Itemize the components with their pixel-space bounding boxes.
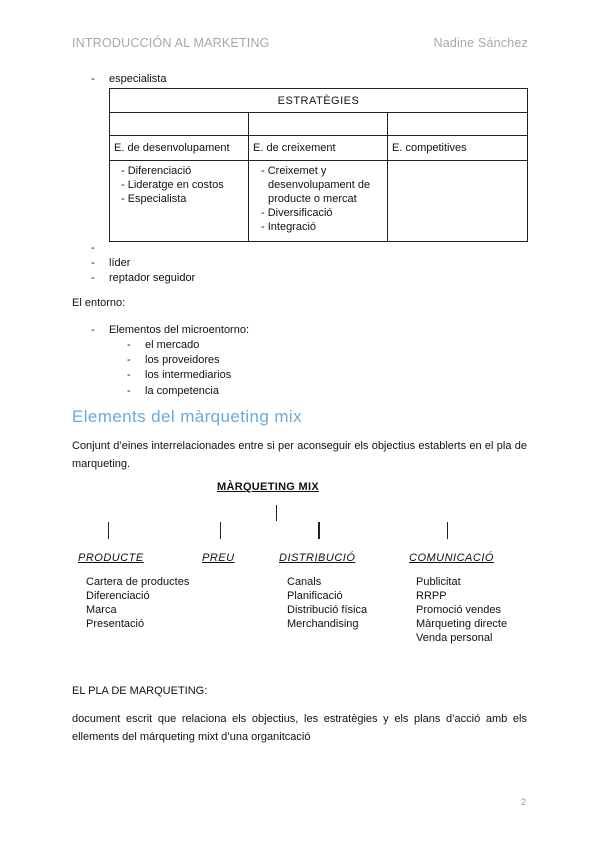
table-header-creixement: E. de creixement	[249, 136, 388, 161]
table-cell-competitives	[388, 161, 528, 242]
category-preu: PREU	[202, 552, 235, 564]
bullet-dash: -	[91, 324, 95, 336]
bullet-dash: -	[127, 339, 131, 351]
distribucio-list	[287, 575, 367, 631]
bullet-dash: -	[91, 73, 95, 85]
diagram-connector	[276, 505, 277, 521]
list-item: Presentació	[86, 618, 145, 630]
table-title: ESTRATÈGIES	[110, 89, 528, 113]
diagram-connector	[447, 522, 448, 539]
bullet-dash: -	[127, 354, 131, 366]
header-title: INTRODUCCIÓN AL MARKETING	[72, 36, 270, 50]
list-item: Merchandising	[287, 618, 359, 630]
entorno-subitem: los intermediarios	[145, 369, 232, 381]
entorno-subitem: el mercado	[145, 339, 200, 351]
list-item: Venda personal	[416, 632, 493, 644]
list-item: RRPP	[416, 590, 447, 602]
table-empty-cell	[249, 113, 388, 136]
table-cell-creixement	[249, 161, 388, 242]
list-item: Canals	[287, 576, 322, 588]
diagram-connector	[220, 522, 221, 539]
bullet-dash: -	[127, 369, 131, 381]
strategies-table	[109, 88, 528, 242]
diagram-connector	[318, 522, 320, 539]
category-comunicacio: COMUNICACIÓ	[409, 552, 494, 564]
table-cell-desenvolupament	[110, 161, 249, 242]
entorno-subitem: la competencia	[145, 385, 219, 397]
list-item: Distribució física	[287, 604, 368, 616]
diagram-connector	[108, 522, 109, 539]
entorno-subitem: los proveidores	[145, 354, 220, 366]
entorno-item: Elementos del microentorno:	[109, 324, 250, 336]
list-item-especialista: especialista	[109, 73, 167, 85]
bullet-dash: -	[91, 272, 95, 284]
section-heading: Elements del màrqueting mix	[72, 407, 303, 426]
list-item: Planificació	[287, 590, 343, 602]
list-item: Cartera de productes	[86, 576, 190, 588]
list-item: - Diversificació	[261, 207, 333, 219]
list-item: - Diferenciació	[121, 165, 192, 177]
category-distribucio: DISTRIBUCIÓ	[279, 552, 356, 564]
table-header-competitives: E. competitives	[388, 136, 528, 161]
table-empty-cell	[388, 113, 528, 136]
bullet-dash: -	[91, 242, 95, 254]
intro-paragraph: Conjunt d’eines interrelacionades entre si per aconseguir els objectius establerts en el pla de marqueting.	[72, 440, 527, 470]
entorno-label: El entorno:	[72, 297, 126, 309]
category-producte: PRODUCTE	[78, 552, 144, 564]
table-empty-cell	[110, 113, 249, 136]
list-item: Màrqueting directe	[416, 618, 508, 630]
marketing-mix-title: MÀRQUETING MIX	[217, 481, 319, 493]
bullet-dash: -	[127, 385, 131, 397]
header-author: Nadine Sánchez	[433, 36, 528, 50]
table-header-desenvolupament: E. de desenvolupament	[110, 136, 249, 161]
page-number: 2	[521, 797, 527, 807]
list-item: - Integració	[261, 221, 317, 233]
pla-heading: EL PLA DE MARQUETING:	[72, 685, 208, 697]
list-item: Promoció vendes	[416, 604, 501, 616]
list-item: - Creixemet y desenvolupament de producte o mercat	[261, 165, 371, 205]
bullet-dash: -	[91, 257, 95, 269]
producte-list	[86, 575, 189, 631]
pla-paragraph: document escrit que relaciona els objectius, les estratègies y els plans d’acció amb els ellements del márqueting mixt d’una organitcació	[72, 713, 527, 743]
list-item: - Lideratge en costos	[121, 179, 224, 191]
list-item-reptador: reptador seguidor	[109, 272, 196, 284]
comunicacio-list	[416, 575, 507, 645]
list-item: Diferenciació	[86, 590, 150, 602]
list-item: - Especialista	[121, 193, 187, 205]
list-item-lider: líder	[109, 257, 131, 269]
list-item: Marca	[86, 604, 117, 616]
list-item: Publicitat	[416, 576, 461, 588]
